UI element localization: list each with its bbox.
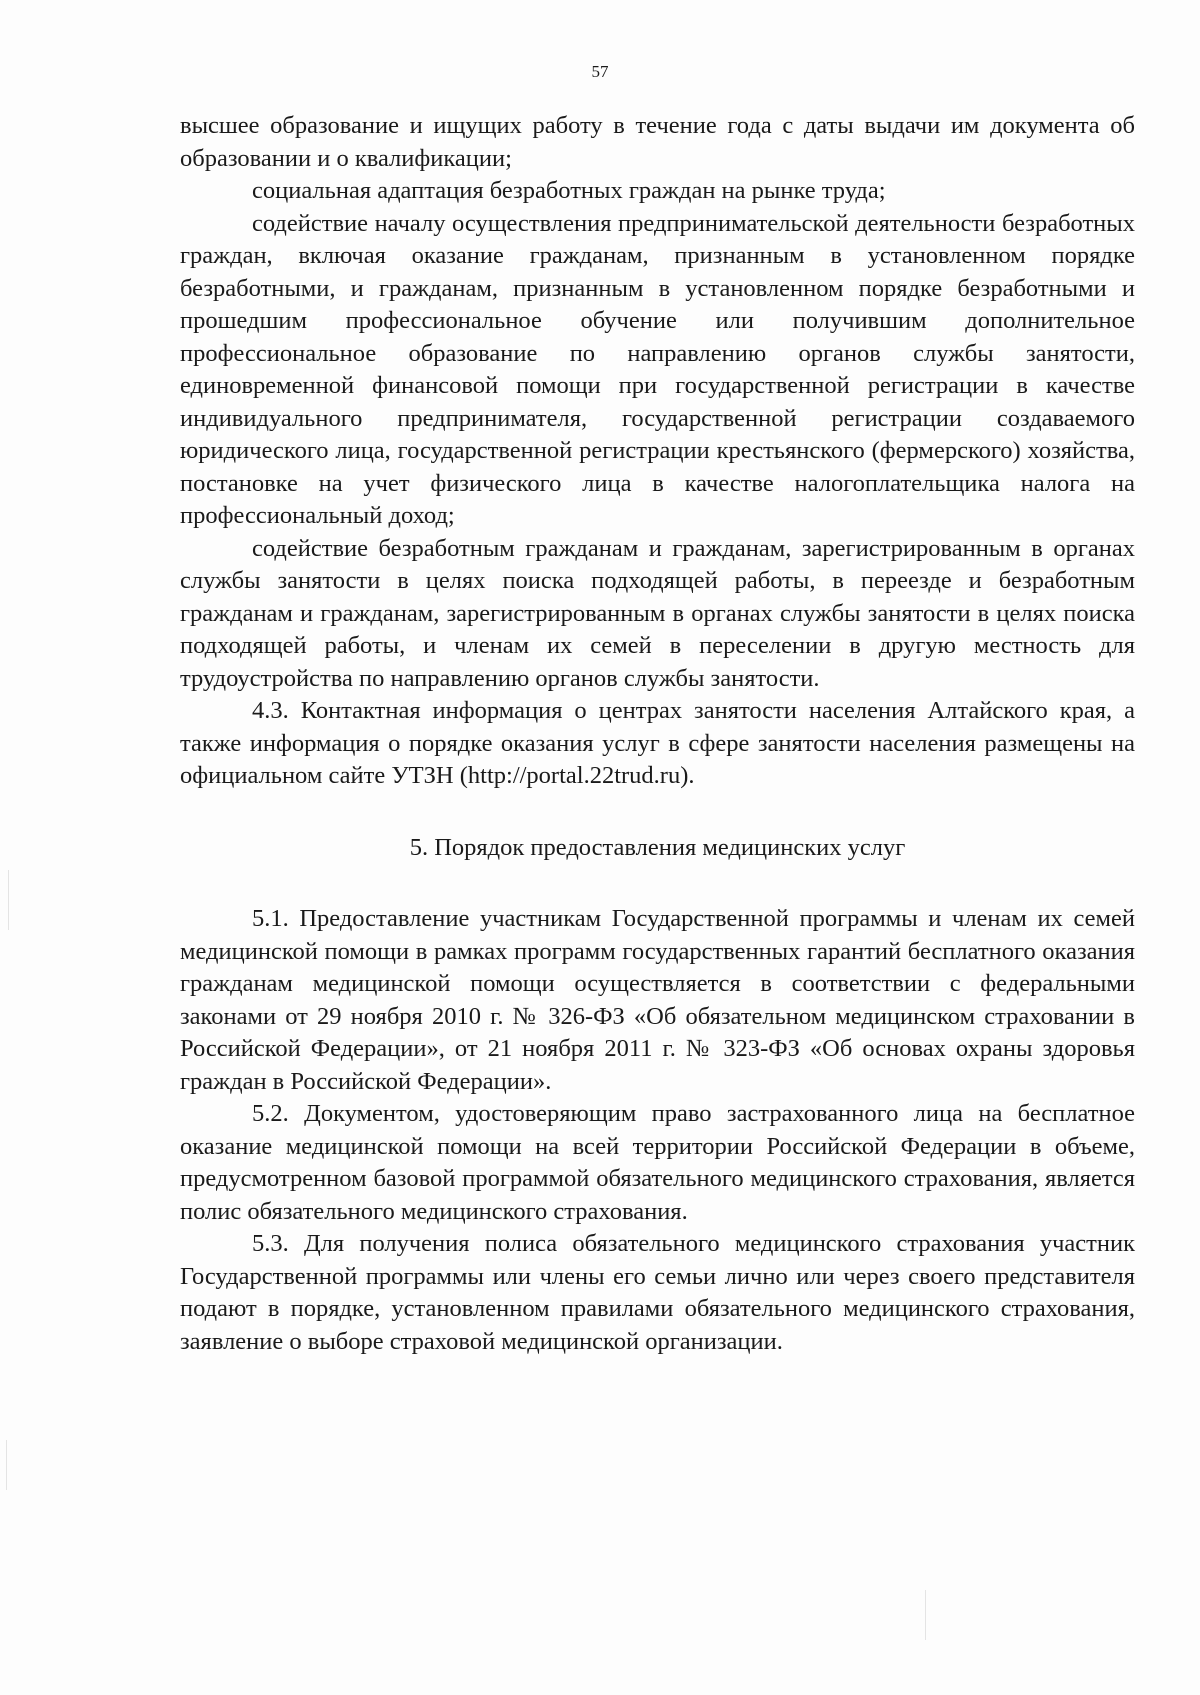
paragraph-insurance-policy: 5.2. Документом, удостоверяющим право застрахованного лица на бесплатное оказание медицинской помощи на всей территории Российской Федерации в объеме, предусмотренном базовой программой обязательного медицинского страхования, является полис обязательного медицинского страхования. bbox=[180, 1100, 1135, 1225]
scan-artifact-left bbox=[8, 870, 9, 930]
paragraph-medical-assistance: 5.1. Предоставление участникам Государственной программы и членам их семей медицинской помощи в рамках программ государственных гарантий бесплатного оказания гражданам медицинской помощи осуществляется в соответствии с федеральными законами от 29 ноября 2010 г. № 326-ФЗ «Об обязательном медицинском страховании в Российской Федерации», от 21 ноября 2011 г. № 323-ФЗ «Об основах охраны здоровья граждан в Российской Федерации». bbox=[180, 905, 1135, 1095]
scan-artifact-right bbox=[925, 1590, 926, 1640]
paragraph-contact-info: 4.3. Контактная информация о центрах занятости населения Алтайского края, а также информация о порядке оказания услуг в сфере занятости населения размещены на официальном сайте УТЗН (http://portal.22trud.ru). bbox=[180, 697, 1135, 789]
document-body bbox=[180, 110, 1135, 1358]
scan-artifact-left-lower bbox=[6, 1440, 7, 1490]
paragraph-entrepreneurship-support: содействие началу осуществления предпринимательской деятельности безработных граждан, включая оказание гражданам, признанным в установленном порядке безработными, и гражданам, признанным в установленном порядке безработными и прошедшим профессиональное обучение или получившим дополнительное профессиональное образование по направлению органов службы занятости, единовременной финансовой помощи при государственной регистрации в качестве индивидуального предпринимателя, государственной регистрации создаваемого юридического лица, государственной регистрации крестьянского (фермерского) хозяйства, постановке на учет физического лица в качестве налогоплательщика налога на профессиональный доход; bbox=[180, 209, 1135, 529]
paragraph-education-continuation: высшее образование и ищущих работу в течение года с даты выдачи им документа об образовании и о квалификации; bbox=[180, 112, 1135, 172]
paragraph-relocation-support: содействие безработным гражданам и гражданам, зарегистрированным в органах службы занятости в целях поиска подходящей работы, в переезде и безработным гражданам и гражданам, зарегистрированным в органах службы занятости в целях поиска подходящей работы, и членам их семей в переселении в другую местность для трудоустройства по направлению органов службы занятости. bbox=[180, 534, 1135, 692]
paragraph-policy-application: 5.3. Для получения полиса обязательного медицинского страхования участник Государственной программы или члены его семьи лично или через своего представителя подают в порядке, установленном правилами обязательного медицинского страхования, заявление о выборе страховой медицинской организации. bbox=[180, 1230, 1135, 1355]
section-heading: 5. Порядок предоставления медицинских услуг bbox=[409, 833, 906, 861]
page-number: 57 bbox=[591, 62, 609, 81]
paragraph-social-adaptation: социальная адаптация безработных граждан на рынке труда; bbox=[252, 177, 886, 204]
